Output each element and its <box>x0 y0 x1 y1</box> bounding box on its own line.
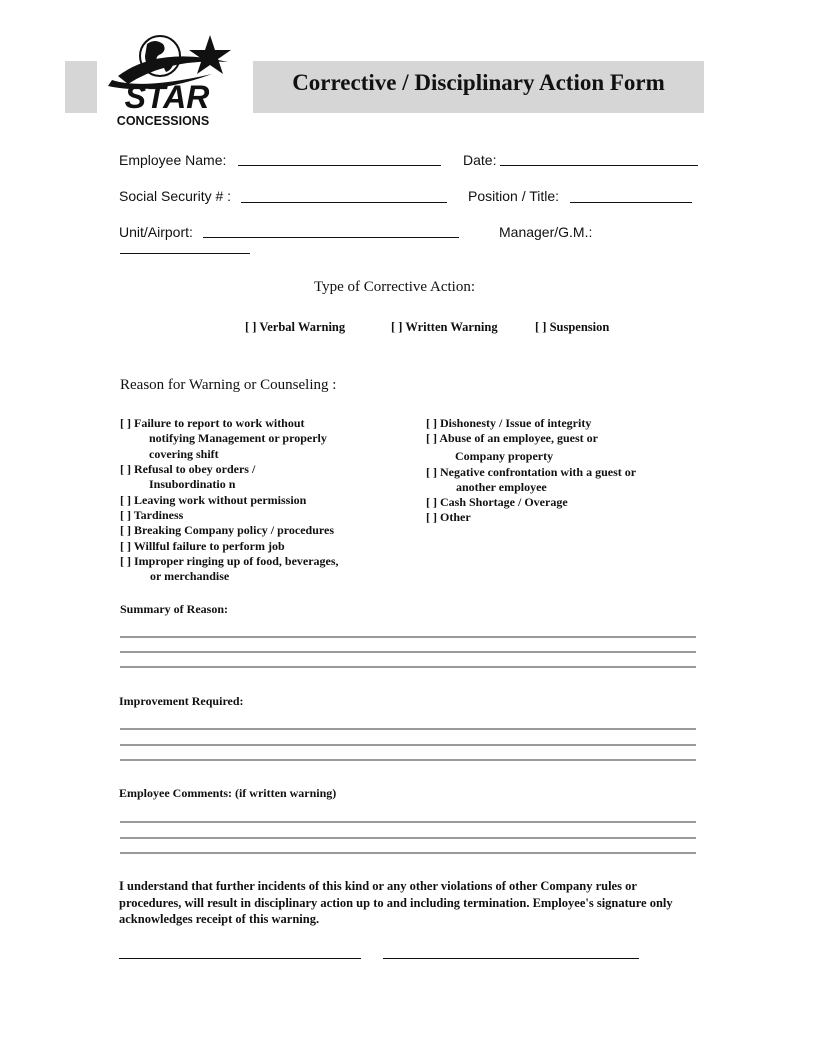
reason-abuse[interactable]: [ ] Abuse of an employee, guest or <box>426 431 598 445</box>
employee-name-field[interactable] <box>238 165 441 166</box>
manager-label: Manager/G.M.: <box>499 224 593 240</box>
reason-refusal[interactable]: [ ] Refusal to obey orders / <box>120 462 256 476</box>
reason-text-line: or merchandise <box>150 569 230 583</box>
reason-text-line: another employee <box>456 480 547 494</box>
position-field[interactable] <box>570 202 692 203</box>
date-label: Date: <box>463 152 497 168</box>
unit-field[interactable] <box>203 237 459 238</box>
comments-line[interactable] <box>120 837 696 839</box>
summary-line[interactable] <box>120 651 696 653</box>
reason-text-line: Insubordinatio n <box>149 477 236 491</box>
signature-line[interactable] <box>383 958 639 959</box>
reason-leaving-work[interactable]: [ ] Leaving work without permission <box>120 493 307 507</box>
date-field[interactable] <box>500 165 698 166</box>
reason-heading: Reason for Warning or Counseling : <box>120 377 337 393</box>
form-title: Corrective / Disciplinary Action Form <box>292 70 665 95</box>
employee-name-label: Employee Name: <box>119 152 227 168</box>
star-concessions-logo <box>92 30 242 130</box>
reason-cash-shortage[interactable]: [ ] Cash Shortage / Overage <box>426 495 568 509</box>
reason-text-line: covering shift <box>149 447 219 461</box>
improvement-label: Improvement Required: <box>119 694 244 708</box>
comments-line[interactable] <box>120 821 696 823</box>
reason-breaking-policy[interactable]: [ ] Breaking Company policy / procedures <box>120 523 335 537</box>
comments-label: Employee Comments: (if written warning) <box>119 786 337 800</box>
ssn-label: Social Security # : <box>119 188 232 204</box>
reason-text-line: Company property <box>455 449 554 463</box>
summary-line[interactable] <box>120 636 696 638</box>
suspension-option[interactable]: [ ] Suspension <box>535 320 610 334</box>
comments-line[interactable] <box>120 852 696 854</box>
reason-text-line: notifying Management or properly <box>149 431 327 445</box>
acknowledgement-statement: I understand that further incidents of this kind or any other violations of other Company rules or procedures, will result in disciplinary action up to and including termination. Employee's signature only acknowledges receipt of this warning. <box>119 879 673 926</box>
reason-negative-confrontation[interactable]: [ ] Negative confrontation with a guest or <box>426 465 637 479</box>
summary-line[interactable] <box>120 666 696 668</box>
reason-dishonesty[interactable]: [ ] Dishonesty / Issue of integrity <box>426 416 592 430</box>
verbal-warning-option[interactable]: [ ] Verbal Warning <box>245 320 346 334</box>
reason-other[interactable]: [ ] Other <box>426 510 471 524</box>
summary-label: Summary of Reason: <box>120 602 228 616</box>
reason-willful-failure[interactable]: [ ] Willful failure to perform job <box>120 539 285 553</box>
improvement-line[interactable] <box>120 759 696 761</box>
reason-failure-report[interactable]: [ ] Failure to report to work without <box>120 416 305 430</box>
position-label: Position / Title: <box>468 188 560 204</box>
logo-sub: CONCESSIONS <box>116 114 210 128</box>
manager-field[interactable] <box>120 253 250 254</box>
improvement-line[interactable] <box>120 728 696 730</box>
ssn-field[interactable] <box>241 202 447 203</box>
corrective-action-heading: Type of Corrective Action: <box>314 279 475 295</box>
written-warning-option[interactable]: [ ] Written Warning <box>391 320 498 334</box>
signature-line[interactable] <box>119 958 361 959</box>
reason-tardiness[interactable]: [ ] Tardiness <box>120 508 184 522</box>
unit-label: Unit/Airport: <box>119 224 193 240</box>
improvement-line[interactable] <box>120 744 696 746</box>
reason-improper-ringing[interactable]: [ ] Improper ringing up of food, beverages, <box>120 554 339 568</box>
logo-word: STAR <box>124 79 210 115</box>
